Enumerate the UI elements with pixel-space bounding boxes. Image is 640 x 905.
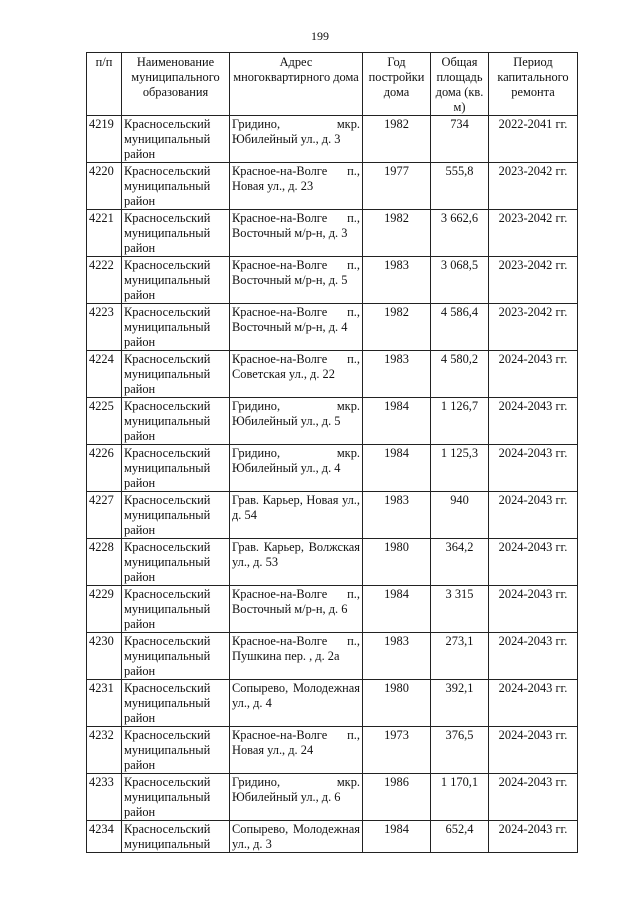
cell-address: Красное-на-Волге п., Пушкина пер. , д. 2а — [230, 633, 363, 680]
cell-address: Красное-на-Волге п., Восточный м/р-н, д. 5 — [230, 257, 363, 304]
cell-address: Красное-на-Волге п., Восточный м/р-н, д. 4 — [230, 304, 363, 351]
header-municipality: Наименование муниципального образования — [122, 53, 230, 116]
table-row — [87, 821, 578, 853]
cell-period: 2024-2043 гг. — [489, 492, 578, 539]
header-address: Адрес многоквартирного дома — [230, 53, 363, 116]
cell-municipality: Красносельский муниципальный район — [122, 727, 230, 774]
cell-municipality: Красносельский муниципальный район — [122, 257, 230, 304]
cell-address: Красное-на-Волге п., Восточный м/р-н, д. 6 — [230, 586, 363, 633]
cell-period: 2024-2043 гг. — [489, 774, 578, 821]
cell-address: Грав. Карьер, Волжская ул., д. 53 — [230, 539, 363, 586]
cell-period: 2024-2043 гг. — [489, 633, 578, 680]
housing-table — [86, 52, 578, 853]
cell-address: Гридино, мкр. Юбилейный ул., д. 4 — [230, 445, 363, 492]
cell-municipality: Красносельский муниципальный — [122, 821, 230, 853]
table-row — [87, 539, 578, 586]
cell-address: Красное-на-Волге п., Советская ул., д. 22 — [230, 351, 363, 398]
cell-year: 1983 — [363, 633, 431, 680]
cell-num: 4223 — [87, 304, 122, 351]
cell-municipality: Красносельский муниципальный район — [122, 210, 230, 257]
cell-year: 1980 — [363, 539, 431, 586]
cell-area: 364,2 — [431, 539, 489, 586]
table-row — [87, 727, 578, 774]
cell-period: 2023-2042 гг. — [489, 257, 578, 304]
cell-municipality: Красносельский муниципальный район — [122, 633, 230, 680]
cell-municipality: Красносельский муниципальный район — [122, 304, 230, 351]
cell-municipality: Красносельский муниципальный район — [122, 586, 230, 633]
cell-address: Гридино, мкр. Юбилейный ул., д. 6 — [230, 774, 363, 821]
cell-year: 1986 — [363, 774, 431, 821]
cell-num: 4226 — [87, 445, 122, 492]
cell-address: Красное-на-Волге п., Новая ул., д. 24 — [230, 727, 363, 774]
header-period: Период капитального ремонта — [489, 53, 578, 116]
cell-period: 2024-2043 гг. — [489, 821, 578, 853]
cell-address: Красное-на-Волге п., Восточный м/р-н, д. 3 — [230, 210, 363, 257]
cell-area: 3 315 — [431, 586, 489, 633]
cell-municipality: Красносельский муниципальный район — [122, 539, 230, 586]
cell-period: 2024-2043 гг. — [489, 398, 578, 445]
cell-municipality: Красносельский муниципальный район — [122, 492, 230, 539]
table-row — [87, 398, 578, 445]
cell-year: 1977 — [363, 163, 431, 210]
cell-area: 734 — [431, 116, 489, 163]
header-num: п/п — [87, 53, 122, 116]
table-row — [87, 774, 578, 821]
cell-area: 3 068,5 — [431, 257, 489, 304]
cell-num: 4221 — [87, 210, 122, 257]
cell-period: 2023-2042 гг. — [489, 163, 578, 210]
cell-period: 2024-2043 гг. — [489, 586, 578, 633]
cell-period: 2024-2043 гг. — [489, 351, 578, 398]
cell-municipality: Красносельский муниципальный район — [122, 680, 230, 727]
cell-year: 1984 — [363, 398, 431, 445]
cell-num: 4224 — [87, 351, 122, 398]
cell-year: 1984 — [363, 445, 431, 492]
cell-period: 2022-2041 гг. — [489, 116, 578, 163]
cell-area: 940 — [431, 492, 489, 539]
cell-area: 652,4 — [431, 821, 489, 853]
cell-year: 1982 — [363, 116, 431, 163]
cell-year: 1984 — [363, 586, 431, 633]
cell-num: 4227 — [87, 492, 122, 539]
cell-year: 1983 — [363, 492, 431, 539]
table-row — [87, 257, 578, 304]
cell-num: 4225 — [87, 398, 122, 445]
cell-num: 4230 — [87, 633, 122, 680]
cell-address: Красное-на-Волге п., Новая ул., д. 23 — [230, 163, 363, 210]
cell-municipality: Красносельский муниципальный район — [122, 398, 230, 445]
cell-area: 273,1 — [431, 633, 489, 680]
cell-year: 1973 — [363, 727, 431, 774]
cell-municipality: Красносельский муниципальный район — [122, 774, 230, 821]
cell-period: 2024-2043 гг. — [489, 727, 578, 774]
cell-address: Сопырево, Молодежная ул., д. 4 — [230, 680, 363, 727]
table-row — [87, 163, 578, 210]
cell-num: 4219 — [87, 116, 122, 163]
cell-period: 2024-2043 гг. — [489, 445, 578, 492]
cell-municipality: Красносельский муниципальный район — [122, 163, 230, 210]
page-number: 199 — [311, 29, 329, 43]
cell-num: 4231 — [87, 680, 122, 727]
cell-num: 4232 — [87, 727, 122, 774]
cell-year: 1984 — [363, 821, 431, 853]
cell-year: 1983 — [363, 257, 431, 304]
table-row — [87, 680, 578, 727]
header-area: Общая площадь дома (кв. м) — [431, 53, 489, 116]
table-row — [87, 210, 578, 257]
cell-year: 1980 — [363, 680, 431, 727]
cell-municipality: Красносельский муниципальный район — [122, 445, 230, 492]
cell-area: 392,1 — [431, 680, 489, 727]
cell-period: 2024-2043 гг. — [489, 539, 578, 586]
table-row — [87, 116, 578, 163]
cell-address: Сопырево, Молодежная ул., д. 3 — [230, 821, 363, 853]
cell-num: 4229 — [87, 586, 122, 633]
cell-year: 1982 — [363, 304, 431, 351]
cell-num: 4233 — [87, 774, 122, 821]
cell-year: 1982 — [363, 210, 431, 257]
table-header-row — [87, 53, 578, 116]
table-row — [87, 445, 578, 492]
cell-period: 2023-2042 гг. — [489, 210, 578, 257]
cell-area: 555,8 — [431, 163, 489, 210]
cell-num: 4220 — [87, 163, 122, 210]
cell-num: 4228 — [87, 539, 122, 586]
cell-area: 1 126,7 — [431, 398, 489, 445]
cell-year: 1983 — [363, 351, 431, 398]
table-row — [87, 351, 578, 398]
header-year: Год постройки дома — [363, 53, 431, 116]
cell-area: 4 580,2 — [431, 351, 489, 398]
cell-period: 2024-2043 гг. — [489, 680, 578, 727]
cell-area: 376,5 — [431, 727, 489, 774]
cell-period: 2023-2042 гг. — [489, 304, 578, 351]
cell-num: 4222 — [87, 257, 122, 304]
cell-address: Грав. Карьер, Новая ул., д. 54 — [230, 492, 363, 539]
table-row — [87, 492, 578, 539]
table-row — [87, 633, 578, 680]
cell-municipality: Красносельский муниципальный район — [122, 351, 230, 398]
cell-area: 3 662,6 — [431, 210, 489, 257]
cell-address: Гридино, мкр. Юбилейный ул., д. 5 — [230, 398, 363, 445]
cell-num: 4234 — [87, 821, 122, 853]
table-row — [87, 586, 578, 633]
table-row — [87, 304, 578, 351]
cell-area: 1 125,3 — [431, 445, 489, 492]
cell-area: 4 586,4 — [431, 304, 489, 351]
cell-address: Гридино, мкр. Юбилейный ул., д. 3 — [230, 116, 363, 163]
cell-area: 1 170,1 — [431, 774, 489, 821]
cell-municipality: Красносельский муниципальный район — [122, 116, 230, 163]
